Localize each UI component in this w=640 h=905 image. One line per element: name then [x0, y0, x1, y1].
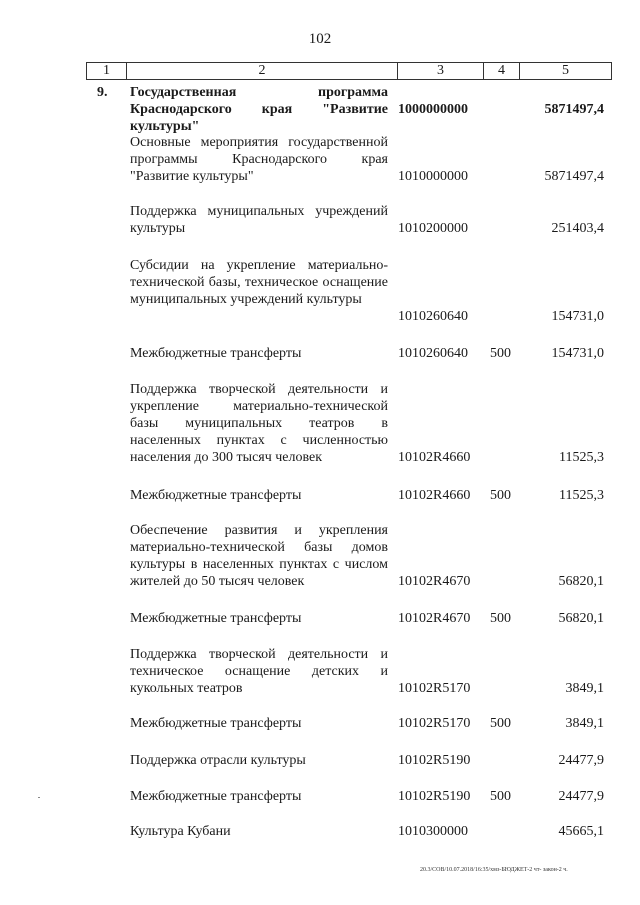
table-row [0, 134, 640, 185]
row-vr: 500 [490, 789, 511, 804]
row-vr: 500 [490, 488, 511, 503]
row-amount: 5871497,4 [544, 102, 604, 117]
table-row [0, 752, 640, 769]
row-code: 1000000000 [398, 102, 468, 117]
row-vr: 500 [490, 716, 511, 731]
row-amount: 5871497,4 [544, 169, 604, 184]
row-amount: 154731,0 [551, 346, 604, 361]
table-row [0, 522, 640, 590]
row-name: Обеспечение развития и укрепления материально-технической базы домов культуры в населенных пунктах с числом жителей до 50 тысяч человек [130, 523, 388, 589]
row-amount: 11525,3 [559, 450, 604, 465]
row-code: 10102R4670 [398, 611, 471, 626]
column-header-3: 3 [398, 63, 484, 79]
row-name: Государственная программа Краснодарского края "Развитие культуры" [130, 85, 388, 134]
page-number: 102 [308, 31, 332, 47]
table-row [0, 715, 640, 732]
row-amount: 45665,1 [558, 824, 604, 839]
row-name: Межбюджетные трансферты [130, 488, 302, 503]
column-header-5: 5 [562, 63, 569, 78]
row-name: Поддержка творческой деятельности и укрепление материально-технической базы муниципальных театров в населенных пунктах с численностью населения до 300 тысяч человек [130, 382, 388, 465]
row-amount: 24477,9 [558, 789, 604, 804]
row-amount: 56820,1 [558, 574, 604, 589]
row-name: Поддержка отрасли культуры [130, 753, 306, 768]
row-code: 1010260640 [398, 346, 468, 361]
row-code: 1010260640 [398, 309, 468, 324]
row-amount: 251403,4 [551, 221, 604, 236]
document-footer: 20.3/СОВ/10.07.2018/16:35/хмз-БЮДЖЕТ-2 чт- закон-2 ч. [420, 867, 568, 873]
row-code: 1010000000 [398, 169, 468, 184]
row-amount: 3849,1 [565, 716, 604, 731]
row-code: 10102R5190 [398, 789, 471, 804]
row-name: Субсидии на укрепление материально-технической базы, техническое оснащение муниципальных учреждений культуры [130, 258, 388, 307]
row-name: Культура Кубани [130, 824, 231, 839]
row-code: 1010200000 [398, 221, 468, 236]
table-row [0, 84, 640, 134]
column-header-2: 2 [127, 63, 398, 79]
row-name: Межбюджетные трансферты [130, 611, 302, 626]
table-row [0, 823, 640, 840]
row-code: 10102R4660 [398, 488, 471, 503]
row-amount: 24477,9 [558, 753, 604, 768]
row-vr: 500 [490, 346, 511, 361]
row-code: 10102R4660 [398, 450, 471, 465]
row-code: 10102R4670 [398, 574, 471, 589]
table-row [0, 610, 640, 627]
row-amount: 11525,3 [559, 488, 604, 503]
table-row [0, 646, 640, 697]
row-name: Основные мероприятия государственной программы Краснодарского края "Развитие культуры" [130, 135, 388, 184]
row-name: Межбюджетные трансферты [130, 346, 302, 361]
row-name: Поддержка творческой деятельности и техническое оснащение детских и кукольных театров [130, 647, 388, 696]
scan-mark [38, 797, 40, 798]
row-amount: 56820,1 [558, 611, 604, 626]
column-header-4: 4 [484, 63, 520, 79]
row-name: Межбюджетные трансферты [130, 789, 302, 804]
column-header-1: 1 [87, 63, 127, 79]
row-name: Межбюджетные трансферты [130, 716, 302, 731]
table-row [0, 487, 640, 504]
table-row [0, 203, 640, 237]
row-amount: 3849,1 [565, 681, 604, 696]
table-row [0, 257, 640, 325]
row-code: 1010300000 [398, 824, 468, 839]
table-row [0, 345, 640, 362]
row-vr: 500 [490, 611, 511, 626]
row-number: 9. [97, 85, 108, 100]
row-code: 10102R5170 [398, 716, 471, 731]
row-code: 10102R5170 [398, 681, 471, 696]
table-header [86, 62, 612, 80]
row-amount: 154731,0 [551, 309, 604, 324]
row-code: 10102R5190 [398, 753, 471, 768]
table-row [0, 788, 640, 805]
row-name: Поддержка муниципальных учреждений культуры [130, 204, 388, 236]
table-row [0, 381, 640, 466]
